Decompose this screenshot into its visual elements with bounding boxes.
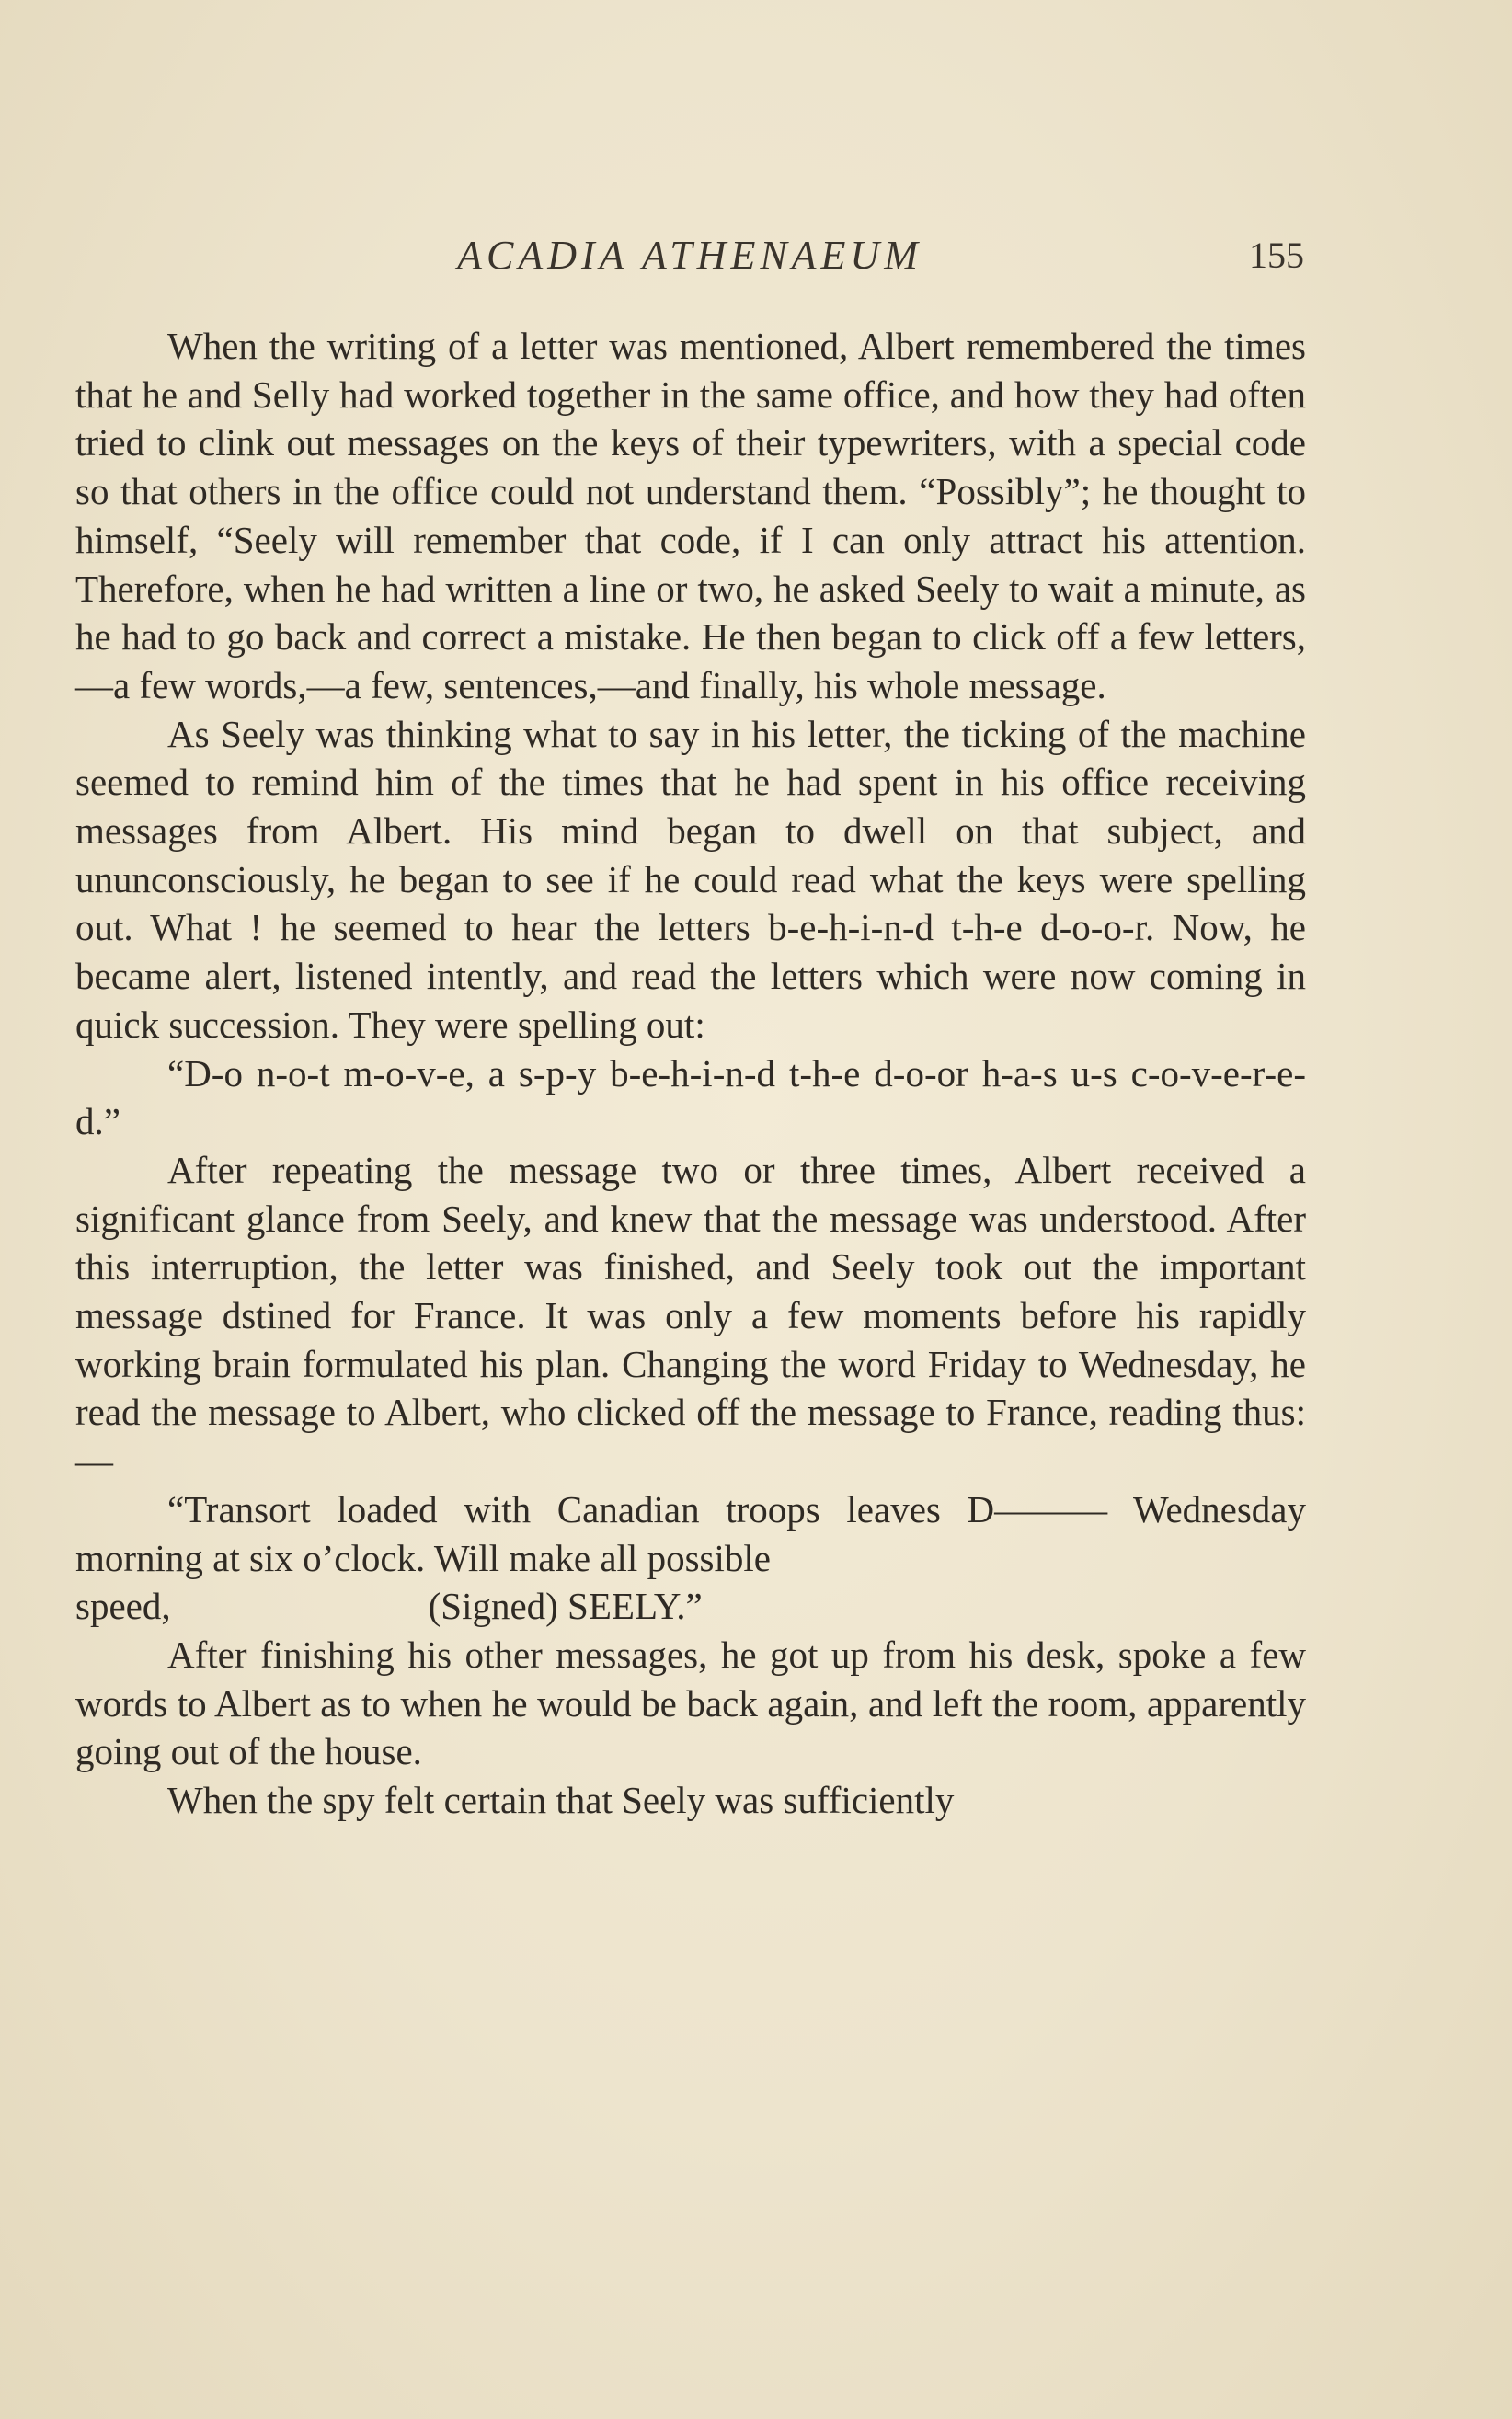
signature-line-left: speed,	[75, 1585, 171, 1628]
paragraph: As Seely was thinking what to say in his letter, the ticking of the machine seemed to remind him of the times that he had spent in his office receiving messages from Albert. His mind began to dwell on that subject, and ununconsciously, he began to see if he could read what the keys were spelling out. What ! he seemed to hear the letters b-e-h-i-n-d t-h-e d-o-o-r. Now, he became alert, listened intently, and read the letters which were now coming in quick succession. They were spelling out:	[75, 712, 1306, 1046]
paragraph: When the writing of a letter was mentioned, Albert remembered the times that he and Selly had worked together in the same office, and how they had often tried to clink out messages on the keys of their typewriters, with a special code so that others in the office could not understand them. “Possibly”; he thought to himself, “Seely will remember that code, if I can only attract his attention. Therefore, when he had written a line or two, he asked Seely to wait a minute, as he had to go back and correct a mistake. He then began to click off a few letters,—a few words,—a few, sentences,—and finally, his whole message.	[75, 325, 1306, 706]
paragraph: After repeating the message two or three times, Albert received a significant glance from Seely, and knew that the message was understood. After this interruption, the letter was finished, and Seely took out the important message dstined for France. It was only a few moments before his rapidly working brain formulated his plan. Changing the word Friday to Wednesday, he read the message to Albert, who clicked off the message to France, reading thus:—	[75, 1148, 1306, 1483]
body-text	[75, 322, 1306, 1825]
page-header	[78, 232, 1304, 287]
quoted-message: “D-o n-o-t m-o-v-e, a s-p-y b-e-h-i-n-d t-h-e d-o-or h-a-s u-s c-o-v-e-r-e-d.”	[75, 1051, 1306, 1143]
quoted-message: “Transort loaded with Canadian troops leaves D——— Wednesday morning at six o’clock. Will make all possible	[75, 1487, 1306, 1579]
signature-line	[75, 1582, 1306, 1631]
paragraph: After finishing his other messages, he got up from his desk, spoke a few words to Albert as to when he would be back again, and left the room, apparently going out of the house.	[75, 1633, 1306, 1773]
paragraph: When the spy felt certain that Seely was sufficiently	[167, 1779, 955, 1822]
signature: (Signed) SEELY.”	[428, 1585, 703, 1628]
running-title: ACADIA ATHENAEUM	[457, 233, 922, 278]
page-number: 155	[1249, 235, 1304, 276]
